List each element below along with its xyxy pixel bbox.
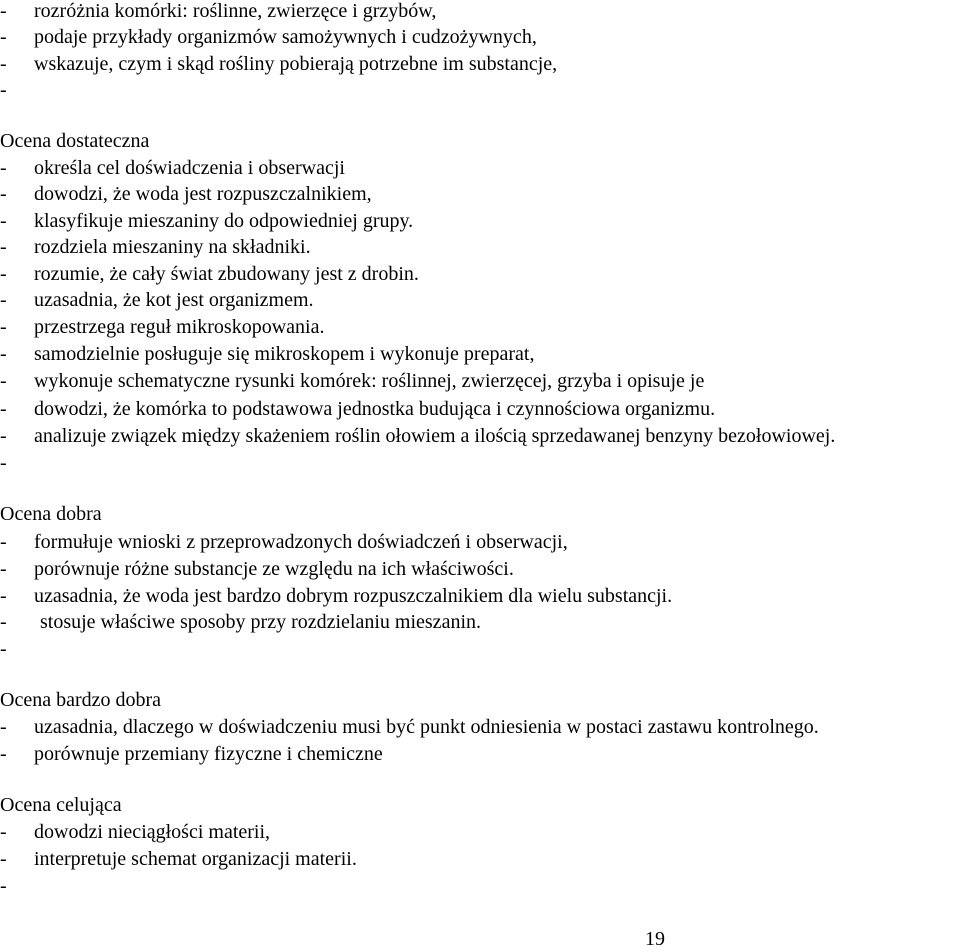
bullet-dash: -	[0, 398, 7, 420]
bullet-dash: -	[0, 638, 7, 660]
list-item-text: analizuje związek między skażeniem roślin ołowiem a ilością sprzedawanej benzyny bezołowiowej.	[34, 425, 836, 447]
list-item-text: uzasadnia, że kot jest organizmem.	[34, 289, 314, 311]
list-item-text: stosuje właściwe sposoby przy rozdzielaniu mieszanin.	[40, 611, 481, 633]
bullet-dash: -	[0, 611, 7, 633]
bullet-dash: -	[0, 848, 7, 870]
bullet-dash: -	[0, 79, 7, 101]
list-item-text: dowodzi nieciągłości materii,	[34, 821, 271, 843]
bullet-dash: -	[0, 53, 7, 75]
bullet-dash: -	[0, 743, 7, 765]
section-heading: Ocena celująca	[0, 794, 122, 816]
bullet-dash: -	[0, 452, 7, 474]
list-item-text: uzasadnia, dlaczego w doświadczeniu musi być punkt odniesienia w postaci zastawu kontrolnego.	[34, 716, 819, 738]
list-item-text: podaje przykłady organizmów samożywnych i cudzożywnych,	[34, 26, 537, 48]
bullet-dash: -	[0, 210, 7, 232]
page-number: 19	[645, 928, 665, 950]
section-heading: Ocena dobra	[0, 503, 102, 525]
bullet-dash: -	[0, 0, 7, 22]
bullet-dash: -	[0, 370, 7, 392]
bullet-dash: -	[0, 26, 7, 48]
bullet-dash: -	[0, 821, 7, 843]
list-item-text: określa cel doświadczenia i obserwacji	[34, 157, 345, 179]
list-item-text: interpretuje schemat organizacji materii.	[34, 848, 357, 870]
bullet-dash: -	[0, 875, 7, 897]
bullet-dash: -	[0, 157, 7, 179]
bullet-dash: -	[0, 558, 7, 580]
list-item-text: wskazuje, czym i skąd rośliny pobierają potrzebne im substancje,	[34, 53, 558, 75]
list-item-text: rozumie, że cały świat zbudowany jest z drobin.	[34, 263, 419, 285]
bullet-dash: -	[0, 263, 7, 285]
list-item-text: wykonuje schematyczne rysunki komórek: roślinnej, zwierzęcej, grzyba i opisuje je	[34, 370, 705, 392]
bullet-dash: -	[0, 236, 7, 258]
list-item-text: uzasadnia, że woda jest bardzo dobrym rozpuszczalnikiem dla wielu substancji.	[34, 585, 673, 607]
list-item-text: dowodzi, że komórka to podstawowa jednostka budująca i czynnościowa organizmu.	[34, 398, 716, 420]
bullet-dash: -	[0, 585, 7, 607]
section-heading: Ocena dostateczna	[0, 130, 150, 152]
bullet-dash: -	[0, 183, 7, 205]
bullet-dash: -	[0, 716, 7, 738]
bullet-dash: -	[0, 289, 7, 311]
bullet-dash: -	[0, 316, 7, 338]
list-item-text: porównuje przemiany fizyczne i chemiczne	[34, 743, 383, 765]
list-item-text: dowodzi, że woda jest rozpuszczalnikiem,	[34, 183, 372, 205]
list-item-text: formułuje wnioski z przeprowadzonych doświadczeń i obserwacji,	[34, 531, 568, 553]
bullet-dash: -	[0, 343, 7, 365]
list-item-text: porównuje różne substancje ze względu na ich właściwości.	[34, 558, 514, 580]
list-item-text: klasyfikuje mieszaniny do odpowiedniej grupy.	[34, 210, 414, 232]
list-item-text: rozróżnia komórki: roślinne, zwierzęce i grzybów,	[34, 0, 437, 22]
section-heading: Ocena bardzo dobra	[0, 689, 162, 711]
bullet-dash: -	[0, 425, 7, 447]
list-item-text: rozdziela mieszaniny na składniki.	[34, 236, 311, 258]
bullet-dash: -	[0, 531, 7, 553]
list-item-text: przestrzega reguł mikroskopowania.	[34, 316, 325, 338]
list-item-text: samodzielnie posługuje się mikroskopem i wykonuje preparat,	[34, 343, 535, 365]
